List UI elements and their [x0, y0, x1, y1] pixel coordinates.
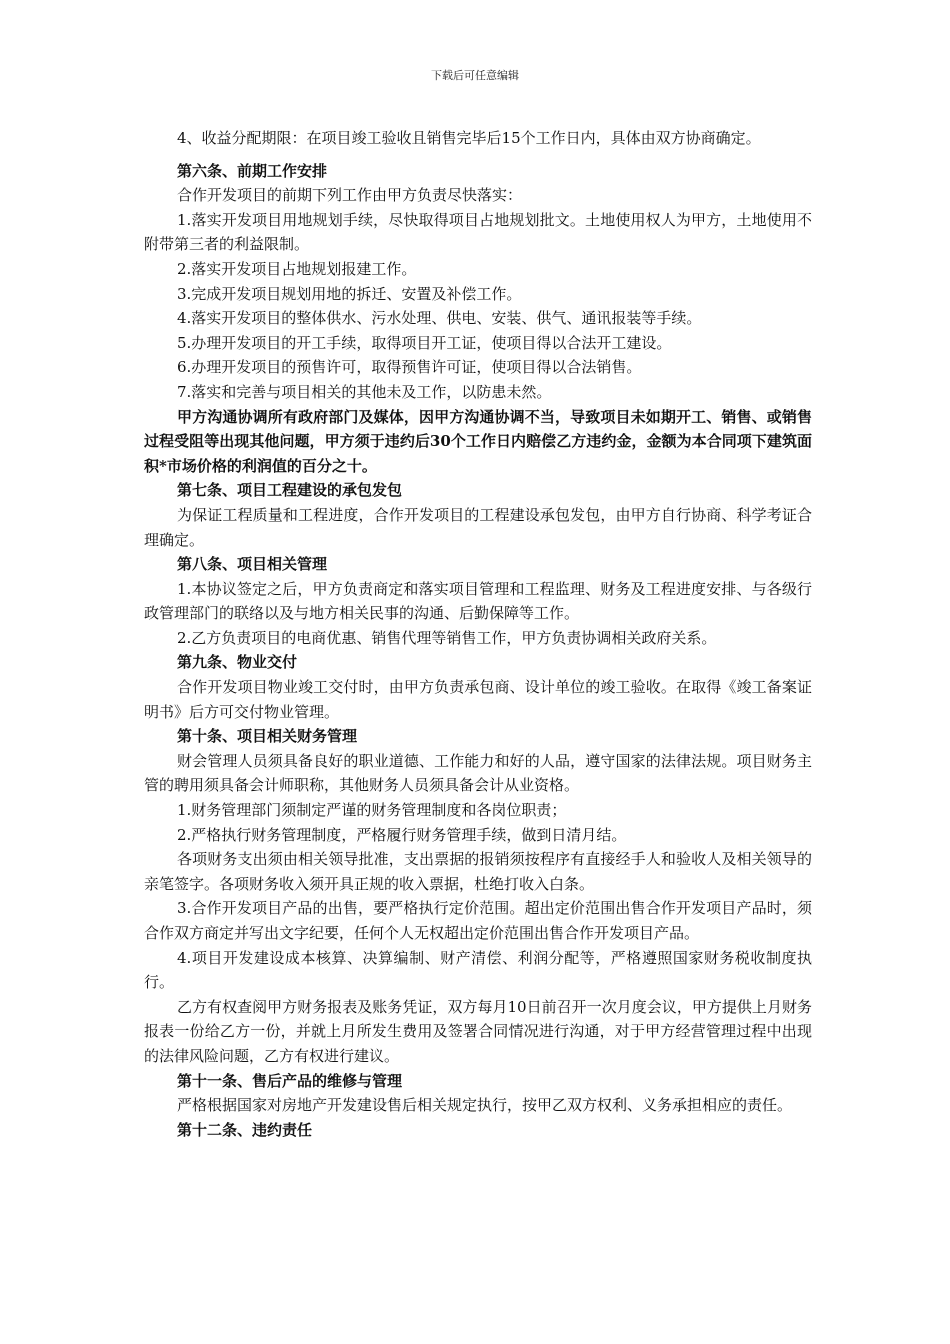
section-heading: 第十一条、售后产品的维修与管理 — [177, 1071, 403, 1090]
section-heading: 第十二条、违约责任 — [177, 1120, 313, 1139]
paragraph: 为保证工程质量和工程进度，合作开发项目的工程建设承包发包，由甲方自行协商、科学考证合理确定。 — [144, 505, 812, 549]
paragraph: 5.办理开发项目的开工手续，取得项目开工证，使项目得以合法开工建设。 — [177, 333, 672, 352]
paragraph: 1.落实开发项目用地规划手续，尽快取得项目占地规划批文。土地使用权人为甲方，土地使用不附带第三者的利益限制。 — [144, 210, 812, 254]
paragraph: 6.办理开发项目的预售许可，取得预售许可证，使项目得以合法销售。 — [177, 358, 642, 377]
paragraph: 2.严格执行财务管理制度，严格履行财务管理手续，做到日清月结。 — [177, 825, 627, 844]
paragraph: 4.项目开发建设成本核算、决算编制、财产清偿、利润分配等，严格遵照国家财务税收制度执行。 — [144, 948, 812, 992]
section-heading: 第七条、项目工程建设的承包发包 — [177, 481, 403, 500]
section-heading: 第十条、项目相关财务管理 — [177, 727, 358, 746]
paragraph: 4.落实开发项目的整体供水、污水处理、供电、安装、供气、通讯报装等手续。 — [177, 309, 702, 328]
paragraph: 1.本协议签定之后，甲方负责商定和落实项目管理和工程监理、财务及工程进度安排、与各级行政管理部门的联络以及与地方相关民事的沟通、后勤保障等工作。 — [144, 579, 812, 623]
paragraph: 3.完成开发项目规划用地的拆迁、安置及补偿工作。 — [177, 284, 522, 303]
paragraph: 甲方沟通协调所有政府部门及媒体，因甲方沟通协调不当，导致项目未如期开工、销售、或销售过程受阻等出现其他问题，甲方须于违约后30个工作日内赔偿乙方违约金，金额为本合同项下建筑面积*市场价格的利润值的百分之十。 — [144, 407, 812, 475]
paragraph: 2.乙方负责项目的电商优惠、销售代理等销售工作，甲方负责协调相关政府关系。 — [177, 628, 717, 647]
paragraph: 3.合作开发项目产品的出售，要严格执行定价范围。超出定价范围出售合作开发项目产品时，须合作双方商定并写出文字纪要，任何个人无权超出定价范围出售合作开发项目产品。 — [144, 899, 812, 942]
paragraph: 财会管理人员须具备良好的职业道德、工作能力和好的人品，遵守国家的法律法规。项目财务主管的聘用须具备会计师职称，其他财务人员须具备会计从业资格。 — [144, 751, 812, 795]
paragraph: 严格根据国家对房地产开发建设售后相关规定执行，按甲乙双方权利、义务承担相应的责任。 — [177, 1096, 793, 1115]
section-heading: 第九条、物业交付 — [177, 653, 298, 672]
paragraph: 4、收益分配期限：在项目竣工验收且销售完毕后15个工作日内，具体由双方协商确定。 — [177, 129, 761, 147]
paragraph: 各项财务支出须由相关领导批准，支出票据的报销须按程序有直接经手人和验收人及相关领导的亲笔签字。各项财务收入须开具正规的收入票据，杜绝打收入白条。 — [144, 850, 812, 893]
paragraph: 2.落实开发项目占地规划报建工作。 — [177, 259, 417, 278]
paragraph: 乙方有权查阅甲方财务报表及账务凭证，双方每月10日前召开一次月度会议，甲方提供上月财务报表一份给乙方一份，并就上月所发生费用及签署合同情况进行沟通，对于甲方经营管理过程中出现的法律风险问题，乙方有权进行建议。 — [144, 997, 812, 1065]
paragraph-gap — [144, 151, 812, 159]
section-heading: 第八条、项目相关管理 — [177, 555, 328, 574]
paragraph: 合作开发项目的前期下列工作由甲方负责尽快落实： — [177, 186, 523, 205]
document-body — [144, 126, 812, 1142]
paragraph: 1.财务管理部门须制定严谨的财务管理制度和各岗位职责； — [177, 801, 567, 820]
page-header: 下载后可任意编辑 — [431, 69, 519, 82]
paragraph: 合作开发项目物业竣工交付时，由甲方负责承包商、设计单位的竣工验收。在取得《竣工备案证明书》后方可交付物业管理。 — [144, 678, 812, 721]
paragraph: 7.落实和完善与项目相关的其他未及工作，以防患未然。 — [177, 382, 552, 401]
section-heading: 第六条、前期工作安排 — [177, 161, 328, 180]
